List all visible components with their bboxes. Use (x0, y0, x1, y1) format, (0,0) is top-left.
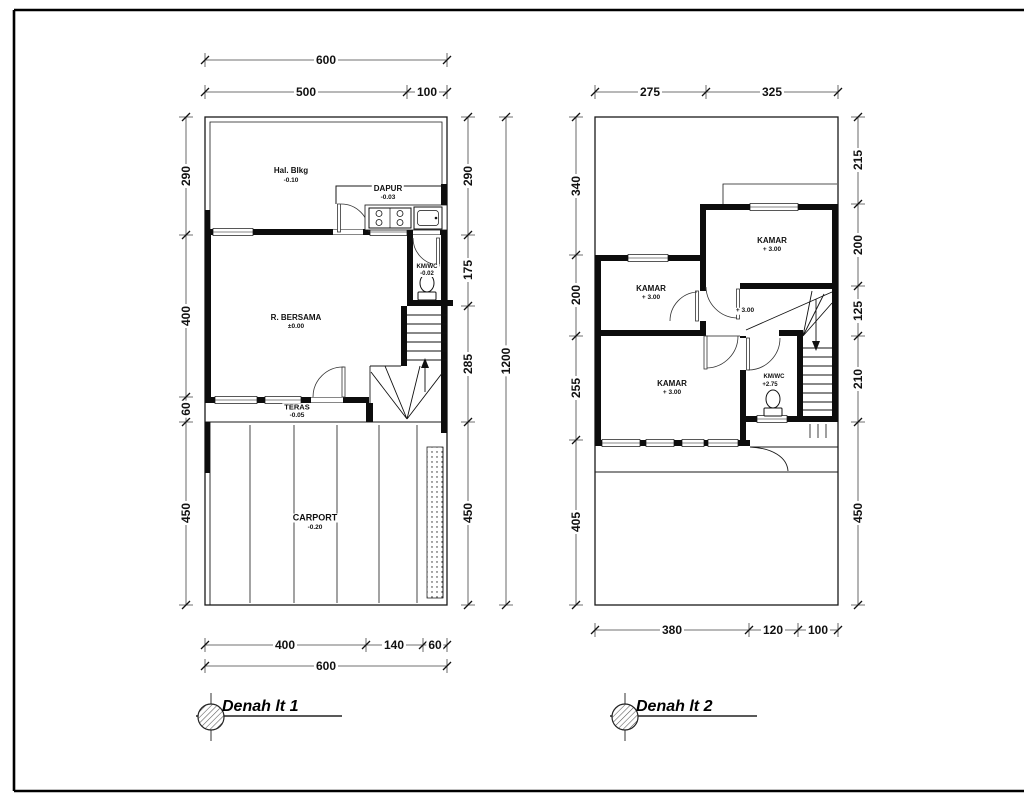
dim-p2-top-left: 275 (639, 85, 661, 99)
plan1-title: Denah lt 1 (222, 698, 299, 715)
dim-p1-right-4: 450 (461, 502, 475, 524)
plan1-drawing (205, 117, 453, 605)
room-level-kmwc-lt2: +2.75 (762, 382, 778, 388)
dim-p2-bot-3: 100 (807, 623, 829, 637)
room-level-dapur: -0.03 (380, 193, 396, 201)
dim-p2-top-right: 325 (761, 85, 783, 99)
dim-p2-right-1: 215 (851, 149, 865, 171)
dim-p2-left-3: 255 (569, 377, 583, 399)
dim-p2-bot-2: 120 (762, 623, 784, 637)
dim-p2-right-3: 125 (851, 300, 865, 322)
dim-p1-left-3: 60 (179, 402, 193, 416)
dim-p1-top-right: 100 (416, 85, 438, 99)
room-label-kamar-2: KAMAR (636, 284, 666, 293)
dim-p2-left-2: 200 (569, 284, 583, 306)
dim-p1-bot-1: 400 (274, 638, 296, 652)
room-level-teras: -0.05 (289, 411, 305, 419)
dim-p2-left-1: 340 (569, 175, 583, 197)
title-bullet-icon (612, 704, 638, 730)
dim-p2-right-2: 200 (851, 234, 865, 256)
room-label-kamar-1: KAMAR (757, 236, 787, 245)
dim-p1-left-1: 290 (179, 165, 193, 187)
stairs-lt1 (371, 315, 447, 419)
kitchen-counter (365, 205, 447, 230)
dim-p1-bot-total: 600 (315, 659, 337, 673)
room-level-hal-blkg: -0.10 (283, 176, 299, 184)
dim-p2-right-4: 210 (851, 368, 865, 390)
sink-icon (414, 207, 442, 229)
room-label-kmwc-lt2: KM/WC (763, 374, 785, 380)
dim-p1-bot-2: 140 (383, 638, 405, 652)
room-level-kamar-2: + 3.00 (641, 293, 661, 301)
dim-p2-right-5: 450 (851, 502, 865, 524)
plan2-dimension-lines (569, 85, 865, 637)
dim-p1-right-3: 285 (461, 353, 475, 375)
room-label-dapur: DAPUR (373, 184, 403, 193)
room-label-r-bersama: R. BERSAMA (270, 313, 322, 322)
dim-p1-right-1: 290 (461, 165, 475, 187)
room-label-hal-blkg: Hal. Blkg (273, 166, 309, 175)
plan2-title: Denah lt 2 (636, 698, 713, 715)
room-level-kamar-1: + 3.00 (762, 245, 782, 253)
plan2-drawing (595, 117, 838, 605)
stove-icon (369, 208, 411, 228)
dim-p2-bot-1: 380 (661, 623, 683, 637)
dim-p1-left-4: 450 (179, 502, 193, 524)
room-level-kmwc-lt1: -0.02 (420, 271, 434, 277)
room-label-carport: CARPORT (292, 512, 338, 523)
plan2-walls (595, 204, 838, 446)
room-level-carport: -0.20 (307, 523, 323, 531)
dim-p1-overall: 1200 (499, 347, 513, 375)
room-level-r-bersama: ±0.00 (287, 322, 305, 330)
room-level-kamar-3: + 3.00 (662, 388, 682, 396)
carport-gravel-strip (427, 447, 443, 598)
toilet-icon-lt1 (418, 274, 436, 300)
room-label-kamar-3: KAMAR (657, 379, 687, 388)
dim-p1-top-left: 500 (295, 85, 317, 99)
sheet-border (14, 10, 1024, 791)
hall-level-label: + 3.00 (735, 306, 755, 314)
room-label-teras: TERAS (284, 402, 310, 412)
dim-p1-top-total: 600 (315, 53, 337, 67)
dim-p1-right-2: 175 (461, 259, 475, 281)
title-bullet-icon (198, 704, 224, 730)
plan2-doors (670, 287, 780, 370)
dim-p1-bot-3: 60 (428, 638, 442, 652)
toilet-icon-lt2 (764, 390, 782, 416)
dim-p2-left-4: 405 (569, 511, 583, 533)
dim-p1-left-2: 400 (179, 305, 193, 327)
room-label-kmwc-lt1: KM/WC (416, 264, 438, 270)
